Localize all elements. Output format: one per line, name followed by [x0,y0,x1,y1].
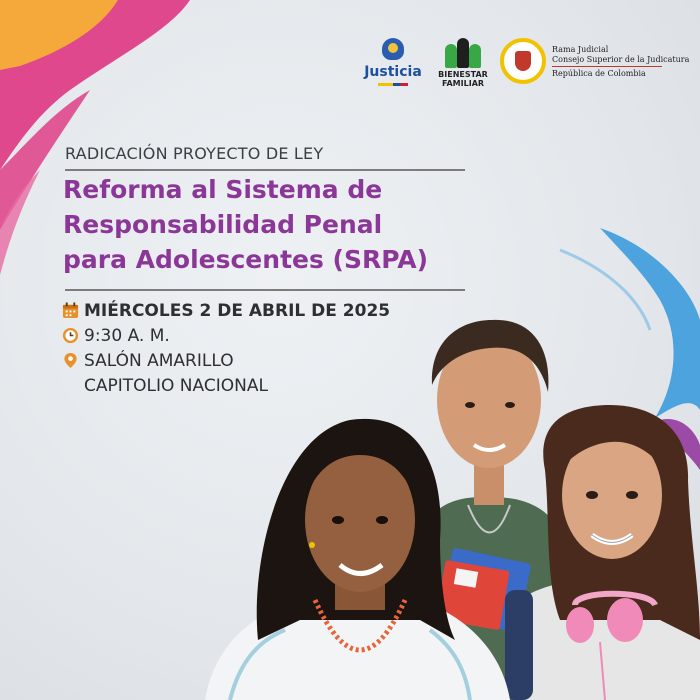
bienestar-line1: BIENESTAR [438,70,488,79]
title-line-2: Responsabilidad Penal [63,210,383,239]
bienestar-line2: FAMILIAR [441,79,485,88]
event-date: MIÉRCOLES 2 DE ABRIL DE 2025 [84,300,391,321]
title-line-3: para Adolescentes (SRPA) [63,245,429,274]
event-time: 9:30 A. M. [84,325,170,346]
rama-line2: Consejo Superior de la Judicatura [552,55,690,64]
poster-subtitle: RADICACIÓN PROYECTO DE LEY [65,144,324,163]
rama-line3: República de Colombia [552,69,646,78]
justicia-wordmark: Justicia [364,64,422,80]
event-place-line1: SALÓN AMARILLO [84,350,234,371]
title-line-1: Reforma al Sistema de [63,175,383,204]
rama-line1: Rama Judicial [552,45,609,54]
event-place-line2: CAPITOLIO NACIONAL [84,375,268,396]
